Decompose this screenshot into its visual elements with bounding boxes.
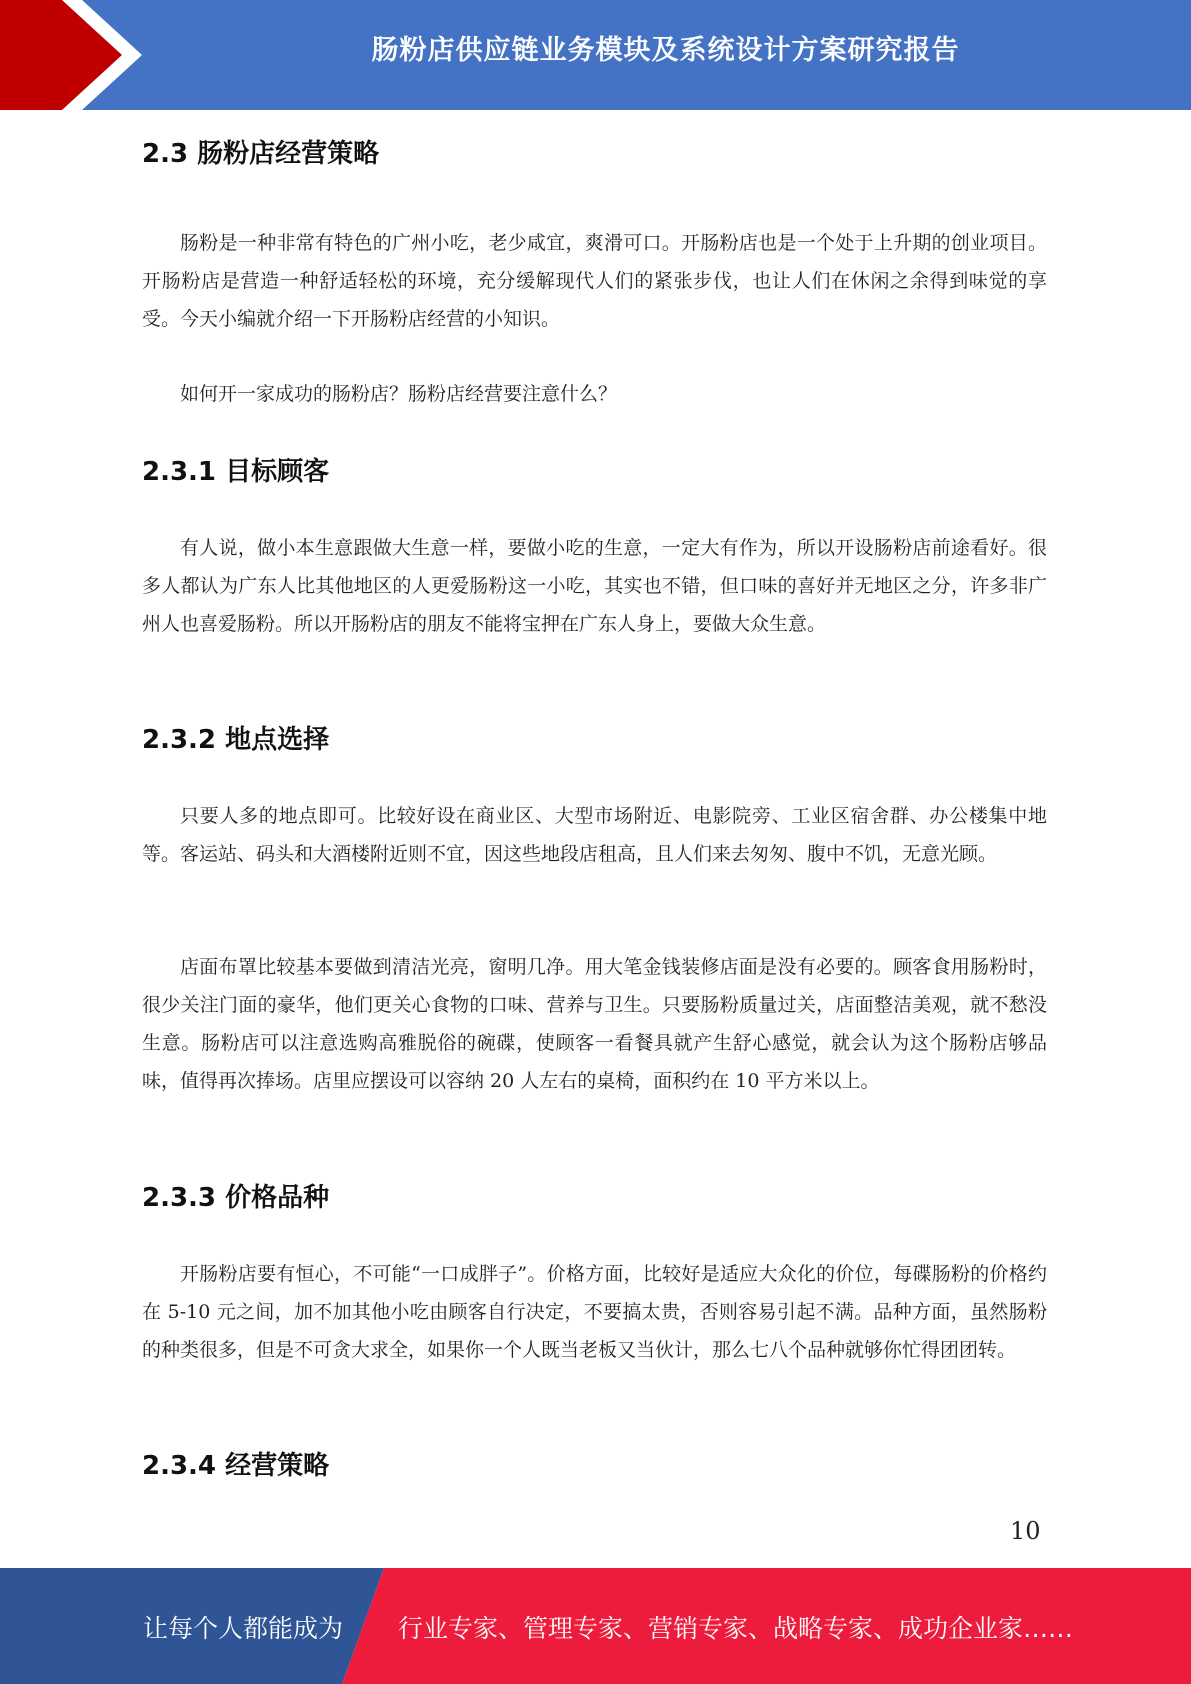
paragraph: 开肠粉店要有恒心，不可能“一口成胖子”。价格方面，比较好是适应大众化的价位，每碟肠粉的价格约在 5-10 元之间，加不加其他小吃由顾客自行决定，不要搞太贵，否则容易引起不满。品种方面，虽然肠粉的种类很多，但是不可贪大求全，如果你一个人既当老板又当伙计，那么七八个品种就够你忙得团团转。 xyxy=(142,1263,1047,1361)
footer-slogan-right: 行业专家、管理专家、营销专家、战略专家、成功企业家…… xyxy=(398,1614,1074,1643)
footer-slogan-left: 让每个人都能成为 xyxy=(143,1614,344,1643)
document-title: 肠粉店供应链业务模块及系统设计方案研究报告 xyxy=(371,35,960,66)
page-footer xyxy=(0,1568,1191,1684)
section-heading-2-3-2: 2.3.2 地点选择 xyxy=(142,725,330,755)
paragraph: 店面布罩比较基本要做到清洁光亮，窗明几净。用大笔金钱装修店面是没有必要的。顾客食用肠粉时，很少关注门面的豪华，他们更关心食物的口味、营养与卫生。只要肠粉质量过关，店面整洁美观，就不愁没生意。肠粉店可以注意选购高雅脱俗的碗碟，使顾客一看餐具就产生舒心感觉，就会认为这个肠粉店够品味，值得再次捧场。店里应摆设可以容纳 20 人左右的桌椅，面积约在 10 平方米以上。 xyxy=(142,956,1047,1092)
header-arrow-decoration xyxy=(0,0,160,110)
paragraph: 如何开一家成功的肠粉店？肠粉店经营要注意什么？ xyxy=(180,383,618,405)
page-number: 10 xyxy=(1010,1517,1041,1545)
section-heading-2-3-1: 2.3.1 目标顾客 xyxy=(142,457,330,487)
section-heading-2-3: 2.3 肠粉店经营策略 xyxy=(142,139,380,169)
page-header xyxy=(0,0,1191,110)
section-heading-2-3-4: 2.3.4 经营策略 xyxy=(142,1451,330,1481)
paragraph: 有人说，做小本生意跟做大生意一样，要做小吃的生意，一定大有作为，所以开设肠粉店前途看好。很多人都认为广东人比其他地区的人更爱肠粉这一小吃，其实也不错，但口味的喜好并无地区之分，许多非广州人也喜爱肠粉。所以开肠粉店的朋友不能将宝押在广东人身上，要做大众生意。 xyxy=(142,537,1047,635)
paragraph: 只要人多的地点即可。比较好设在商业区、大型市场附近、电影院旁、工业区宿舍群、办公楼集中地等。客运站、码头和大酒楼附近则不宜，因这些地段店租高，且人们来去匆匆、腹中不饥，无意光顾。 xyxy=(142,805,1047,865)
section-heading-2-3-3: 2.3.3 价格品种 xyxy=(142,1183,330,1213)
paragraph: 肠粉是一种非常有特色的广州小吃，老少咸宜，爽滑可口。开肠粉店也是一个处于上升期的创业项目。开肠粉店是营造一种舒适轻松的环境，充分缓解现代人们的紧张步伐，也让人们在休闲之余得到味觉的享受。今天小编就介绍一下开肠粉店经营的小知识。 xyxy=(142,232,1047,330)
